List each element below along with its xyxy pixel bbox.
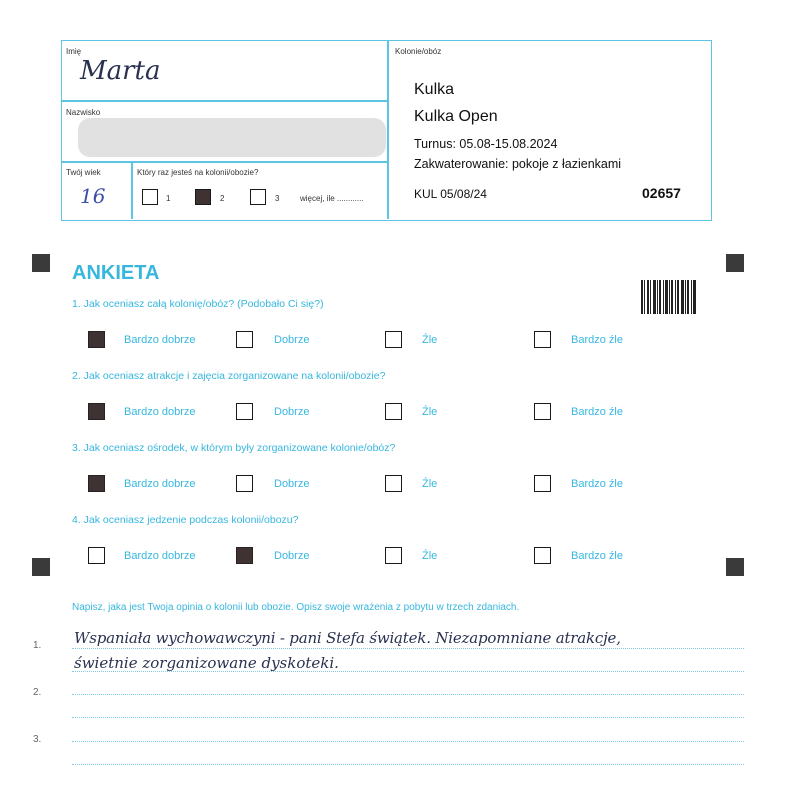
rating-checkbox[interactable] [236,331,253,348]
answer-line [72,648,744,649]
ktory-raz-checkbox-2[interactable] [195,189,211,205]
rating-option-label: Źle [422,550,438,562]
rating-checkbox[interactable] [385,547,402,564]
divider [387,41,389,219]
answer-text-2[interactable]: świetnie zorganizowane dyskoteki. [74,654,339,672]
code: KUL 05/08/24 [414,187,487,201]
rating-option-label: Dobrze [274,334,310,346]
opinion-prompt: Napisz, jaka jest Twoja opinia o kolonii lub obozie. Opisz swoje wrażenia z pobytu w trzech zdaniach. [72,602,520,613]
question-text: 1. Jak oceniasz całą kolonię/obóz? (Podobało Ci się?) [72,298,324,310]
ktory-raz-checkbox-3[interactable] [250,189,266,205]
wiek-value[interactable]: 16 [80,184,106,208]
camp-program: Kulka Open [414,108,498,125]
rating-checkbox[interactable] [236,475,253,492]
answer-line [72,764,744,765]
ktory-raz-option-2: 2 [220,194,225,203]
divider [62,100,387,102]
answer-line [72,717,744,718]
rating-checkbox[interactable] [385,331,402,348]
rating-checkbox[interactable] [534,475,551,492]
divider [131,161,133,219]
ktory-raz-label: Który raz jesteś na kolonii/obozie? [137,168,259,177]
rating-option-label: Dobrze [274,478,310,490]
wiecej-label: więcej, ile ............ [300,194,364,203]
kolonie-label: Kolonie/obóz [395,47,442,56]
ktory-raz-checkbox-1[interactable] [142,189,158,205]
rating-option-label: Bardzo źle [571,550,623,562]
rating-option-label: Bardzo źle [571,478,623,490]
rating-checkbox[interactable] [236,403,253,420]
rating-checkbox[interactable] [236,547,253,564]
ktory-raz-option-1: 1 [166,194,171,203]
nazwisko-label: Nazwisko [66,108,101,117]
answer-line [72,694,744,695]
corner-marker [32,558,50,576]
rating-checkbox[interactable] [88,547,105,564]
rating-option-label: Bardzo dobrze [124,406,196,418]
rating-checkbox[interactable] [534,331,551,348]
wiek-label: Twój wiek [66,168,101,177]
rating-option-label: Źle [422,478,438,490]
divider [62,161,387,163]
corner-marker [726,254,744,272]
corner-marker [32,254,50,272]
rating-option-label: Bardzo dobrze [124,334,196,346]
rating-checkbox[interactable] [385,475,402,492]
imie-label: Imię [66,47,82,56]
rating-checkbox[interactable] [88,475,105,492]
question-text: 2. Jak oceniasz atrakcje i zajęcia zorganizowane na kolonii/obozie? [72,370,386,382]
rating-option-label: Bardzo źle [571,334,623,346]
ktory-raz-option-3: 3 [275,194,280,203]
rating-option-label: Bardzo dobrze [124,550,196,562]
rating-option-label: Dobrze [274,550,310,562]
rating-checkbox[interactable] [385,403,402,420]
line-number-3: 3. [33,734,42,745]
line-number-1: 1. [33,640,42,651]
rating-checkbox[interactable] [534,403,551,420]
rating-checkbox[interactable] [534,547,551,564]
imie-value[interactable]: Marta [80,56,161,86]
redacted-surname [78,118,386,157]
zakwaterowanie: Zakwaterowanie: pokoje z łazienkami [414,157,622,171]
answer-line [72,741,744,742]
rating-option-label: Źle [422,334,438,346]
question-text: 3. Jak oceniasz ośrodek, w którym były zorganizowane kolonie/obóz? [72,442,396,454]
line-number-2: 2. [33,687,42,698]
question-text: 4. Jak oceniasz jedzenie podczas kolonii/obozu? [72,514,299,526]
survey-title: ANKIETA [72,262,160,284]
camp-name: Kulka [414,81,455,98]
rating-option-label: Źle [422,406,438,418]
rating-option-label: Dobrze [274,406,310,418]
turnus: Turnus: 05.08-15.08.2024 [414,137,558,151]
rating-option-label: Bardzo dobrze [124,478,196,490]
rating-option-label: Bardzo źle [571,406,623,418]
rating-checkbox[interactable] [88,403,105,420]
answer-text-1[interactable]: Wspaniała wychowawczyni - pani Stefa świątek. Niezapomniane atrakcje, [74,629,621,647]
form-number: 02657 [642,185,681,201]
corner-marker [726,558,744,576]
rating-checkbox[interactable] [88,331,105,348]
barcode-icon [641,280,696,314]
